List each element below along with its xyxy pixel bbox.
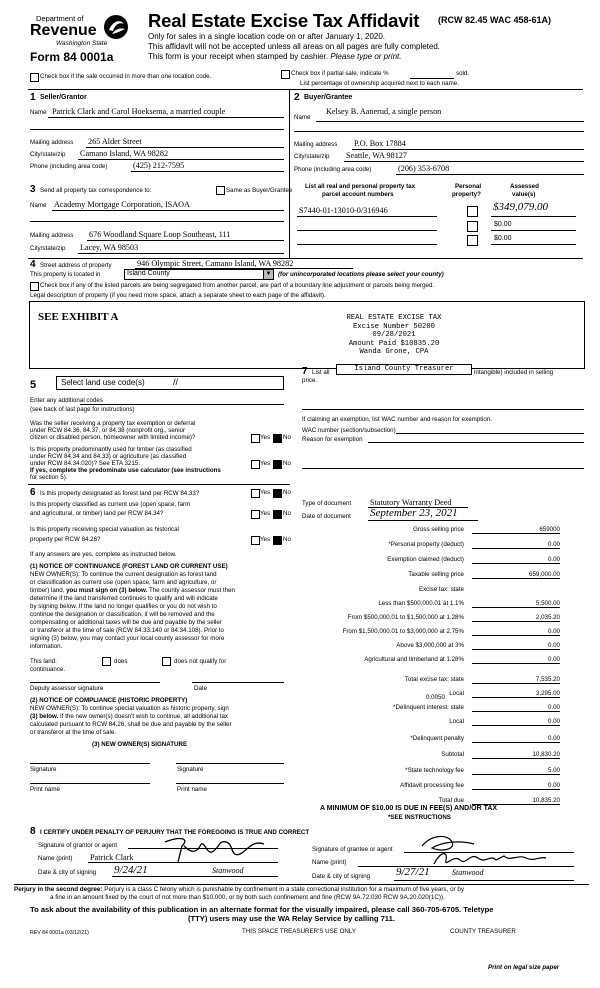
does-not-label: does not qualify for xyxy=(174,658,227,665)
timber-q-line3: under RCW 84.34.020)? See ETA 3215. xyxy=(30,460,140,467)
minimum-due-note: A MINIMUM OF $10.00 IS DUE IN FEE(S) AND/OR TAX xyxy=(320,805,498,812)
assessed-value-2[interactable]: $0.00 xyxy=(494,221,512,228)
continuance-text: signing (3) below, you may contact your local county assessor for more xyxy=(30,635,225,642)
section7-text-c: price. xyxy=(302,377,318,384)
seller-city-label: City/state/zip xyxy=(30,151,66,158)
continuance-text: determine if the land transferred continues to qualify and will indicate xyxy=(30,595,218,602)
see-instructions-note: *SEE INSTRUCTIONS xyxy=(388,814,451,821)
field-line xyxy=(396,174,584,175)
timber-q-line5: for section 5). xyxy=(30,474,68,481)
does-qualify-checkbox[interactable] xyxy=(102,657,111,666)
owner-signature-field[interactable] xyxy=(176,763,284,764)
print-name-label: Print name xyxy=(30,786,60,793)
doc-date-value[interactable]: September 23, 2021 xyxy=(370,507,458,519)
wac-field[interactable] xyxy=(396,433,584,434)
seller-phone-label: Phone (including area code) xyxy=(30,163,108,170)
form-title: Real Estate Excise Tax Affidavit xyxy=(148,10,420,31)
personal-property-checkbox-1[interactable] xyxy=(467,206,478,217)
grantor-date-value[interactable]: 9/24/21 xyxy=(114,864,148,876)
grantee-date-label: Date & city of signing xyxy=(312,873,371,880)
compliance-text: or transferor at the time of sale. xyxy=(30,729,116,736)
parcel-number-3[interactable] xyxy=(297,244,437,245)
segregated-label: Check box if any of the listed parcels are being segregated from another parcel, are part of a boundary line adjustment or parcels being merged. xyxy=(40,282,435,289)
correspondence-mailing-value[interactable]: 676 Woodland Square Loop Southeast, 111 xyxy=(89,230,231,239)
section7-text-b: intangible) included in selling xyxy=(474,369,554,376)
parcels-header-2: parcel account numbers xyxy=(322,191,394,198)
field-line xyxy=(78,253,284,254)
calc-value[interactable]: 7,535.20 xyxy=(472,676,560,684)
partial-sale-label: Check box if partial sale, indicate % xyxy=(291,70,389,77)
header-note-1: Only for sales in a single location code on or after January 1, 2020. xyxy=(148,32,386,41)
current-use-q-line2: and agricultural, or timber) land per RCW 84.34? xyxy=(30,510,164,517)
calc-label: Subtotal xyxy=(441,751,464,758)
same-as-buyer-label: Same as Buyer/Grantee xyxy=(226,187,293,194)
field-line xyxy=(368,520,478,521)
land-use-select[interactable] xyxy=(56,376,284,390)
calc-label: *Delinquent penalty xyxy=(410,735,464,742)
grantor-name-label: Name (print) xyxy=(38,855,73,862)
multi-location-label: Check box if the sale occurred in more than one location code. xyxy=(40,73,212,80)
stamp-line-4: Amount Paid $10835.20 xyxy=(348,339,440,348)
continuance-text: information. xyxy=(30,643,63,650)
compliance-text: NEW OWNER(S): To continue special valuation as historic property, sign xyxy=(30,705,229,712)
grantor-date-label: Date & city of signing xyxy=(38,869,97,876)
reason-field-2[interactable] xyxy=(302,468,584,469)
buyer-phone-value[interactable]: (206) 353-6708 xyxy=(398,164,450,173)
yes-label: Yes xyxy=(260,510,271,517)
stamp-line-1: REAL ESTATE EXCISE TAX xyxy=(346,314,442,322)
calc-label: From $1,500,000.01 to $3,000,000 at 2.75% xyxy=(342,628,464,635)
calc-value[interactable]: 0.00 xyxy=(472,541,560,549)
calc-label: Total due xyxy=(438,797,464,804)
calc-value[interactable]: 5.00 xyxy=(472,767,560,775)
certify-statement: I CERTIFY UNDER PENALTY OF PERJURY THAT THE FOREGOING IS TRUE AND CORRECT xyxy=(40,829,310,836)
additional-codes-label: Enter any additional codes xyxy=(30,397,103,404)
calc-label: Less than $500,000.01 at 1.1% xyxy=(378,600,464,607)
current-use-no-checkbox[interactable] xyxy=(273,510,282,519)
partial-sale-checkbox[interactable] xyxy=(281,70,290,79)
calc-value[interactable]: 0.00 xyxy=(472,718,560,726)
continuance-text: continue the designation or classification, it will be removed and the xyxy=(30,611,215,618)
perjury-statement-2: a fine in an amount fixed by the court of not more than $10,000, or by both such confinement and fine (RCW 9A.72.030 RCW 9A.20.020(1C)). xyxy=(50,894,445,901)
continuance-text: timber) land, you must sign on (3) below. The county assessor must then xyxy=(30,587,235,594)
field-line xyxy=(297,216,437,217)
calc-value[interactable]: 2,035.20 xyxy=(472,614,560,622)
field-line xyxy=(112,876,278,877)
parcels-header-1: List all real and personal property tax xyxy=(305,183,416,190)
calc-label: *Delinquent interest: state xyxy=(393,704,464,711)
field-line xyxy=(30,129,284,130)
treasurer-stamp-line xyxy=(336,364,472,375)
divider xyxy=(289,89,290,259)
signature-label: Signature xyxy=(177,766,204,773)
yes-label: Yes xyxy=(260,489,271,496)
timber-q-line2: under RCW 84.34 and 84.33) or agriculture (as classified xyxy=(30,453,187,460)
continuance-text: NEW OWNER(S): To continue the current designation as forest land xyxy=(30,571,217,578)
property-section-number: 4 xyxy=(30,259,36,270)
grantee-printed-signature-image xyxy=(430,846,550,870)
additional-codes-field[interactable] xyxy=(80,404,284,405)
exemption-question: If claiming an exemption, list WAC number and reason for exemption. xyxy=(302,416,492,423)
local-rate: 0.0050 xyxy=(426,694,445,701)
exemption-no-checkbox[interactable] xyxy=(273,434,282,443)
seller-name-label: Name xyxy=(30,109,47,116)
calc-value[interactable]: 0.00 xyxy=(472,556,560,564)
field-line xyxy=(344,161,584,162)
calc-label: Excise tax: state xyxy=(418,586,464,593)
calc-label: Above $3,000,000 at 3% xyxy=(396,642,464,649)
legal-description-value: SEE EXHIBIT A xyxy=(38,311,119,323)
stamp-line-6: Island County Treasurer xyxy=(354,365,454,373)
continuance-text: or classification as current use (open space, farm and agriculture, or xyxy=(30,579,217,586)
no-label: No xyxy=(283,536,291,543)
grantee-date-value[interactable]: 9/27/21 xyxy=(396,866,430,878)
stamp-line-5: Wanda Grone, CPA xyxy=(359,348,429,357)
field-line xyxy=(491,230,576,231)
grantee-city-value[interactable]: Stanwood xyxy=(452,868,484,877)
calc-value[interactable]: 0.00 xyxy=(472,704,560,712)
buyer-mailing-label: Mailing address xyxy=(294,141,338,148)
continuance-text: compensating or additional taxes will be due and payable by the seller xyxy=(30,619,222,626)
calc-value[interactable]: 0.00 xyxy=(472,642,560,650)
form-number: Form 84 0001a xyxy=(30,50,114,64)
reason-label: Reason for exemption xyxy=(302,436,363,443)
calc-value[interactable]: 0.00 xyxy=(472,735,560,743)
seller-phone-value[interactable]: (425) 212-7595 xyxy=(133,161,185,170)
continuance-text: by signing below. If the land no longer qualifies or you do not wish to xyxy=(30,603,217,610)
timber-q-line1: Is this property predominantly used for timber (as classified xyxy=(30,446,192,453)
print-name-label: Print name xyxy=(177,786,207,793)
perjury-statement: Perjury in the second degree: Perjury is a class C felony which is punishable by confinement in a state correctional institution for a maximum of five years, or by xyxy=(14,886,465,893)
assessed-header-1: Assessed xyxy=(510,183,539,190)
exemption-yes-checkbox[interactable] xyxy=(251,434,260,443)
exemption-q-line1: Was the seller receiving a property tax exemption or deferral xyxy=(30,420,196,427)
forest-q: Is this property designated as forest land per RCW 84.33? xyxy=(40,490,200,497)
divider xyxy=(28,258,583,259)
section7-text-a: List all xyxy=(312,369,330,376)
calc-value[interactable]: 0.00 xyxy=(472,782,560,790)
seller-mailing-value[interactable]: 265 Alder Street xyxy=(88,137,142,146)
same-as-buyer-checkbox[interactable] xyxy=(216,186,225,195)
field-line xyxy=(131,171,284,172)
timber-yes-checkbox[interactable] xyxy=(251,460,260,469)
county-select[interactable] xyxy=(124,269,274,280)
street-address-label: Street address of property xyxy=(40,262,112,269)
deputy-date-label: Date xyxy=(194,685,208,692)
doc-date-label: Date of document xyxy=(302,513,351,520)
grantee-name-label: Name (print) xyxy=(312,859,347,866)
does-not-qualify-checkbox[interactable] xyxy=(162,657,171,666)
deputy-date-field[interactable] xyxy=(192,682,284,683)
land-use-cursor-mark: // xyxy=(173,377,179,387)
buyer-mailing-value[interactable]: P.O. Box 17884 xyxy=(354,139,406,148)
grantor-city-value[interactable]: Stanwood xyxy=(212,866,244,875)
signature-label: Signature xyxy=(30,766,57,773)
calc-label: Local xyxy=(449,718,464,725)
new-owner-signature-title: (3) NEW OWNER(S) SIGNATURE xyxy=(92,741,188,748)
header-note-3: This form is your receipt when stamped by cashier. Please type or print. xyxy=(148,52,402,61)
compliance-text: (3) below. If the new owner(s) doesn't wish to continue, all additional tax xyxy=(30,713,229,720)
section7-number: 7 xyxy=(302,366,308,377)
calc-label: Agricultural and timberland at 1.28% xyxy=(364,656,464,663)
historic-no-checkbox[interactable] xyxy=(273,536,282,545)
buyer-name-value[interactable]: Kelsey B. Aanerud, a single person xyxy=(326,107,442,116)
county-note: (for unincorporated locations please select your county) xyxy=(278,271,444,278)
calc-label: Total excise tax: state xyxy=(404,676,464,683)
calc-value[interactable]: 0.00 xyxy=(472,656,560,664)
seller-mailing-label: Mailing address xyxy=(30,139,74,146)
no-label: No xyxy=(283,510,291,517)
personal-property-checkbox-3[interactable] xyxy=(467,235,478,246)
does-label: does xyxy=(114,658,128,665)
see-back-note: (see back of last page for instructions) xyxy=(30,406,135,413)
yes-label: Yes xyxy=(260,460,271,467)
dept-label-1: Department of xyxy=(36,14,84,23)
grantor-signature-image xyxy=(160,832,270,866)
seller-section-number: 1 xyxy=(30,92,36,103)
located-in-label: This property is located in xyxy=(30,271,101,278)
field-line xyxy=(491,244,576,245)
no-label: No xyxy=(283,460,291,467)
field-line xyxy=(87,240,284,241)
calc-value[interactable]: 659000 xyxy=(472,526,560,534)
calc-label: Local xyxy=(449,690,464,697)
field-line xyxy=(48,117,284,118)
compliance-title: (2) NOTICE OF COMPLIANCE (HISTORIC PROPERTY) xyxy=(30,697,188,704)
continuance-label: continuance. xyxy=(30,666,66,673)
calc-value[interactable]: 659,000.00 xyxy=(472,571,560,579)
timber-q-line4: If yes, complete the predominate use calculator (see instructions xyxy=(30,467,221,474)
divider xyxy=(14,884,589,885)
stamp-line-2: Excise Number 50200 xyxy=(353,322,435,331)
partial-pct-field[interactable] xyxy=(410,78,454,79)
correspondence-name-label: Name xyxy=(30,202,47,209)
timber-no-checkbox[interactable] xyxy=(273,460,282,469)
field-line xyxy=(294,131,584,132)
owner-print-name-field[interactable] xyxy=(176,783,284,784)
chevron-down-icon[interactable]: ▼ xyxy=(263,270,273,279)
section6-number: 6 xyxy=(30,487,36,498)
alternate-format-note-2: (TTY) users may use the WA Relay Service by calling 711. xyxy=(188,914,395,923)
assessed-header-2: value(s) xyxy=(512,191,536,198)
parcel-number-1[interactable]: S7440-01-13010-0/316946 xyxy=(299,206,388,215)
buyer-heading: Buyer/Grantee xyxy=(304,94,353,101)
owner-print-name-field[interactable] xyxy=(30,783,150,784)
calc-label: Taxable selling price xyxy=(408,571,464,578)
calc-value[interactable]: 5,500.00 xyxy=(472,600,560,608)
calc-label: Exemption claimed (deduct) xyxy=(387,556,464,563)
seller-heading: Seller/Grantor xyxy=(40,94,87,101)
assessed-value-1[interactable]: $349,079.00 xyxy=(493,201,548,213)
field-line xyxy=(52,210,284,211)
stamp-line-3: 09/28/2021 xyxy=(372,331,416,340)
field-line xyxy=(30,221,284,222)
reason-field[interactable] xyxy=(368,442,584,443)
grantee-signature-label: Signature of grantee or agent xyxy=(312,846,393,853)
deputy-signature-field[interactable] xyxy=(30,682,160,683)
historic-q-line2: property per RCW 84.26? xyxy=(30,536,101,543)
calc-value[interactable]: 10,830.20 xyxy=(472,751,560,759)
yes-label: Yes xyxy=(260,536,271,543)
buyer-name-label: Name xyxy=(294,114,311,121)
grantor-signature-label: Signature of grantor or agent xyxy=(38,842,118,849)
segregated-checkbox[interactable] xyxy=(30,282,39,291)
personal-header-2: property? xyxy=(452,191,481,198)
divider xyxy=(28,484,290,485)
street-address-value[interactable]: 946 Olympic Street, Camano Island, WA 98282 xyxy=(137,259,294,268)
revision-label: REV 84 0001a (03/12/21) xyxy=(30,930,89,936)
any-yes-note: If any answers are yes, complete as instructed below. xyxy=(30,551,177,558)
this-land-label: This land: xyxy=(30,658,57,665)
seller-city-value[interactable]: Camano Island, WA 98282 xyxy=(80,149,169,158)
forest-no-checkbox[interactable] xyxy=(273,489,282,498)
dor-logo-icon xyxy=(103,14,129,40)
county-select-value: Island County xyxy=(127,270,170,277)
buyer-section-number: 2 xyxy=(294,92,300,103)
field-line xyxy=(86,147,284,148)
no-label: No xyxy=(283,434,291,441)
deputy-signature-label: Deputy assessor signature xyxy=(30,685,104,692)
correspondence-mailing-label: Mailing address xyxy=(30,232,74,239)
calc-value[interactable]: 10,835.20 xyxy=(472,797,560,805)
field-line xyxy=(352,149,584,150)
field-line xyxy=(394,880,574,881)
personal-property-checkbox-2[interactable] xyxy=(467,221,478,232)
no-label: No xyxy=(283,489,291,496)
continuance-text: or transferor at the time of sale (RCW 84.33.140 or 84.34.108). Prior to xyxy=(30,627,224,634)
alternate-format-note: To ask about the availability of this publication in an alternate format for the visually impaired, please call 360-705-6705. Teletype xyxy=(30,905,494,914)
sold-label: sold. xyxy=(456,70,470,77)
parcel-number-2[interactable] xyxy=(297,230,437,231)
calc-value[interactable]: 3,295.00 xyxy=(472,690,560,698)
field-line xyxy=(316,121,584,122)
ownership-note: List percentage of ownership acquired next to each name. xyxy=(300,80,459,87)
personal-property-list-field[interactable] xyxy=(302,409,584,410)
exemption-q-line2: under RCW 84.36, 84.37, or 84.38 (nonprofit org., senior xyxy=(30,427,186,434)
grantor-name-value[interactable]: Patrick Clark xyxy=(90,853,134,862)
correspondence-city-label: City/state/zip xyxy=(30,245,66,252)
wac-label: WAC number (section/subsection) xyxy=(302,427,396,434)
calc-label: *Personal property (deduct) xyxy=(388,541,464,548)
section5-number: 5 xyxy=(30,379,37,391)
calc-label: Affidavit processing fee xyxy=(400,782,464,789)
buyer-phone-label: Phone (including area code) xyxy=(294,166,372,173)
dept-label-2: Revenue xyxy=(30,22,97,39)
calc-label: *State technology fee xyxy=(405,767,464,774)
assessed-value-3[interactable]: $0.00 xyxy=(494,235,512,242)
historic-q-line1: Is this property receiving special valuation as historical xyxy=(30,526,179,533)
field-line xyxy=(88,862,278,863)
compliance-text: calculated pursuant to RCW 84.26, shall be due and payable by the seller xyxy=(30,721,232,728)
legal-size-note: Print on legal size paper xyxy=(488,964,560,971)
historic-yes-checkbox[interactable] xyxy=(251,536,260,545)
divider xyxy=(28,89,583,90)
calc-value[interactable]: 0.00 xyxy=(472,628,560,636)
county-treasurer-label: COUNTY TREASURER xyxy=(450,928,516,935)
treasurer-use-label: THIS SPACE TREASURER'S USE ONLY xyxy=(242,928,356,935)
yes-label: Yes xyxy=(260,434,271,441)
correspondence-heading: Send all property tax correspondence to: xyxy=(40,187,152,194)
correspondence-city-value[interactable]: Lacey, WA 98503 xyxy=(80,243,139,252)
owner-signature-field[interactable] xyxy=(30,763,150,764)
correspondence-section-number: 3 xyxy=(30,184,36,195)
doc-type-label: Type of document xyxy=(302,500,352,507)
forest-yes-checkbox[interactable] xyxy=(251,489,260,498)
treasurer-stamp xyxy=(326,314,462,357)
current-use-yes-checkbox[interactable] xyxy=(251,510,260,519)
exemption-q-line3: citizen or disabled person, homeowner with limited income)? xyxy=(30,434,196,441)
seller-name-value[interactable]: Patrick Clark and Carol Hoeksema, a married couple xyxy=(52,107,226,116)
personal-header-1: Personal xyxy=(455,183,482,190)
field-line xyxy=(491,216,576,217)
land-use-select-label: Select land use code(s) xyxy=(61,378,145,387)
current-use-q-line1: Is this property classified as current use (open space, farm xyxy=(30,501,191,508)
field-line xyxy=(78,159,284,160)
multi-location-checkbox[interactable] xyxy=(30,73,39,82)
dept-label-3: Washington State xyxy=(56,40,108,47)
buyer-city-label: City/state/zip xyxy=(294,153,330,160)
header-note-2: This affidavit will not be accepted unless all areas on all pages are fully completed. xyxy=(148,42,441,51)
doc-type-value[interactable]: Statutory Warranty Deed xyxy=(370,498,452,507)
rcw-reference: (RCW 82.45 WAC 458-61A) xyxy=(438,15,552,25)
legal-description-label: Legal description of property (if you need more space, attach a separate sheet to each page of the affidavit). xyxy=(30,292,326,299)
calc-label: From $500,000.01 to $1,500,000 at 1.28% xyxy=(347,614,464,621)
correspondence-name-value[interactable]: Academy Mortgage Corporation, ISAOA xyxy=(54,200,190,209)
section8-number: 8 xyxy=(30,826,36,837)
continuance-title: (1) NOTICE OF CONTINUANCE (FOREST LAND OR CURRENT USE) xyxy=(30,563,228,570)
calc-label: Gross selling price xyxy=(413,526,464,533)
buyer-city-value[interactable]: Seattle, WA 98127 xyxy=(346,151,408,160)
